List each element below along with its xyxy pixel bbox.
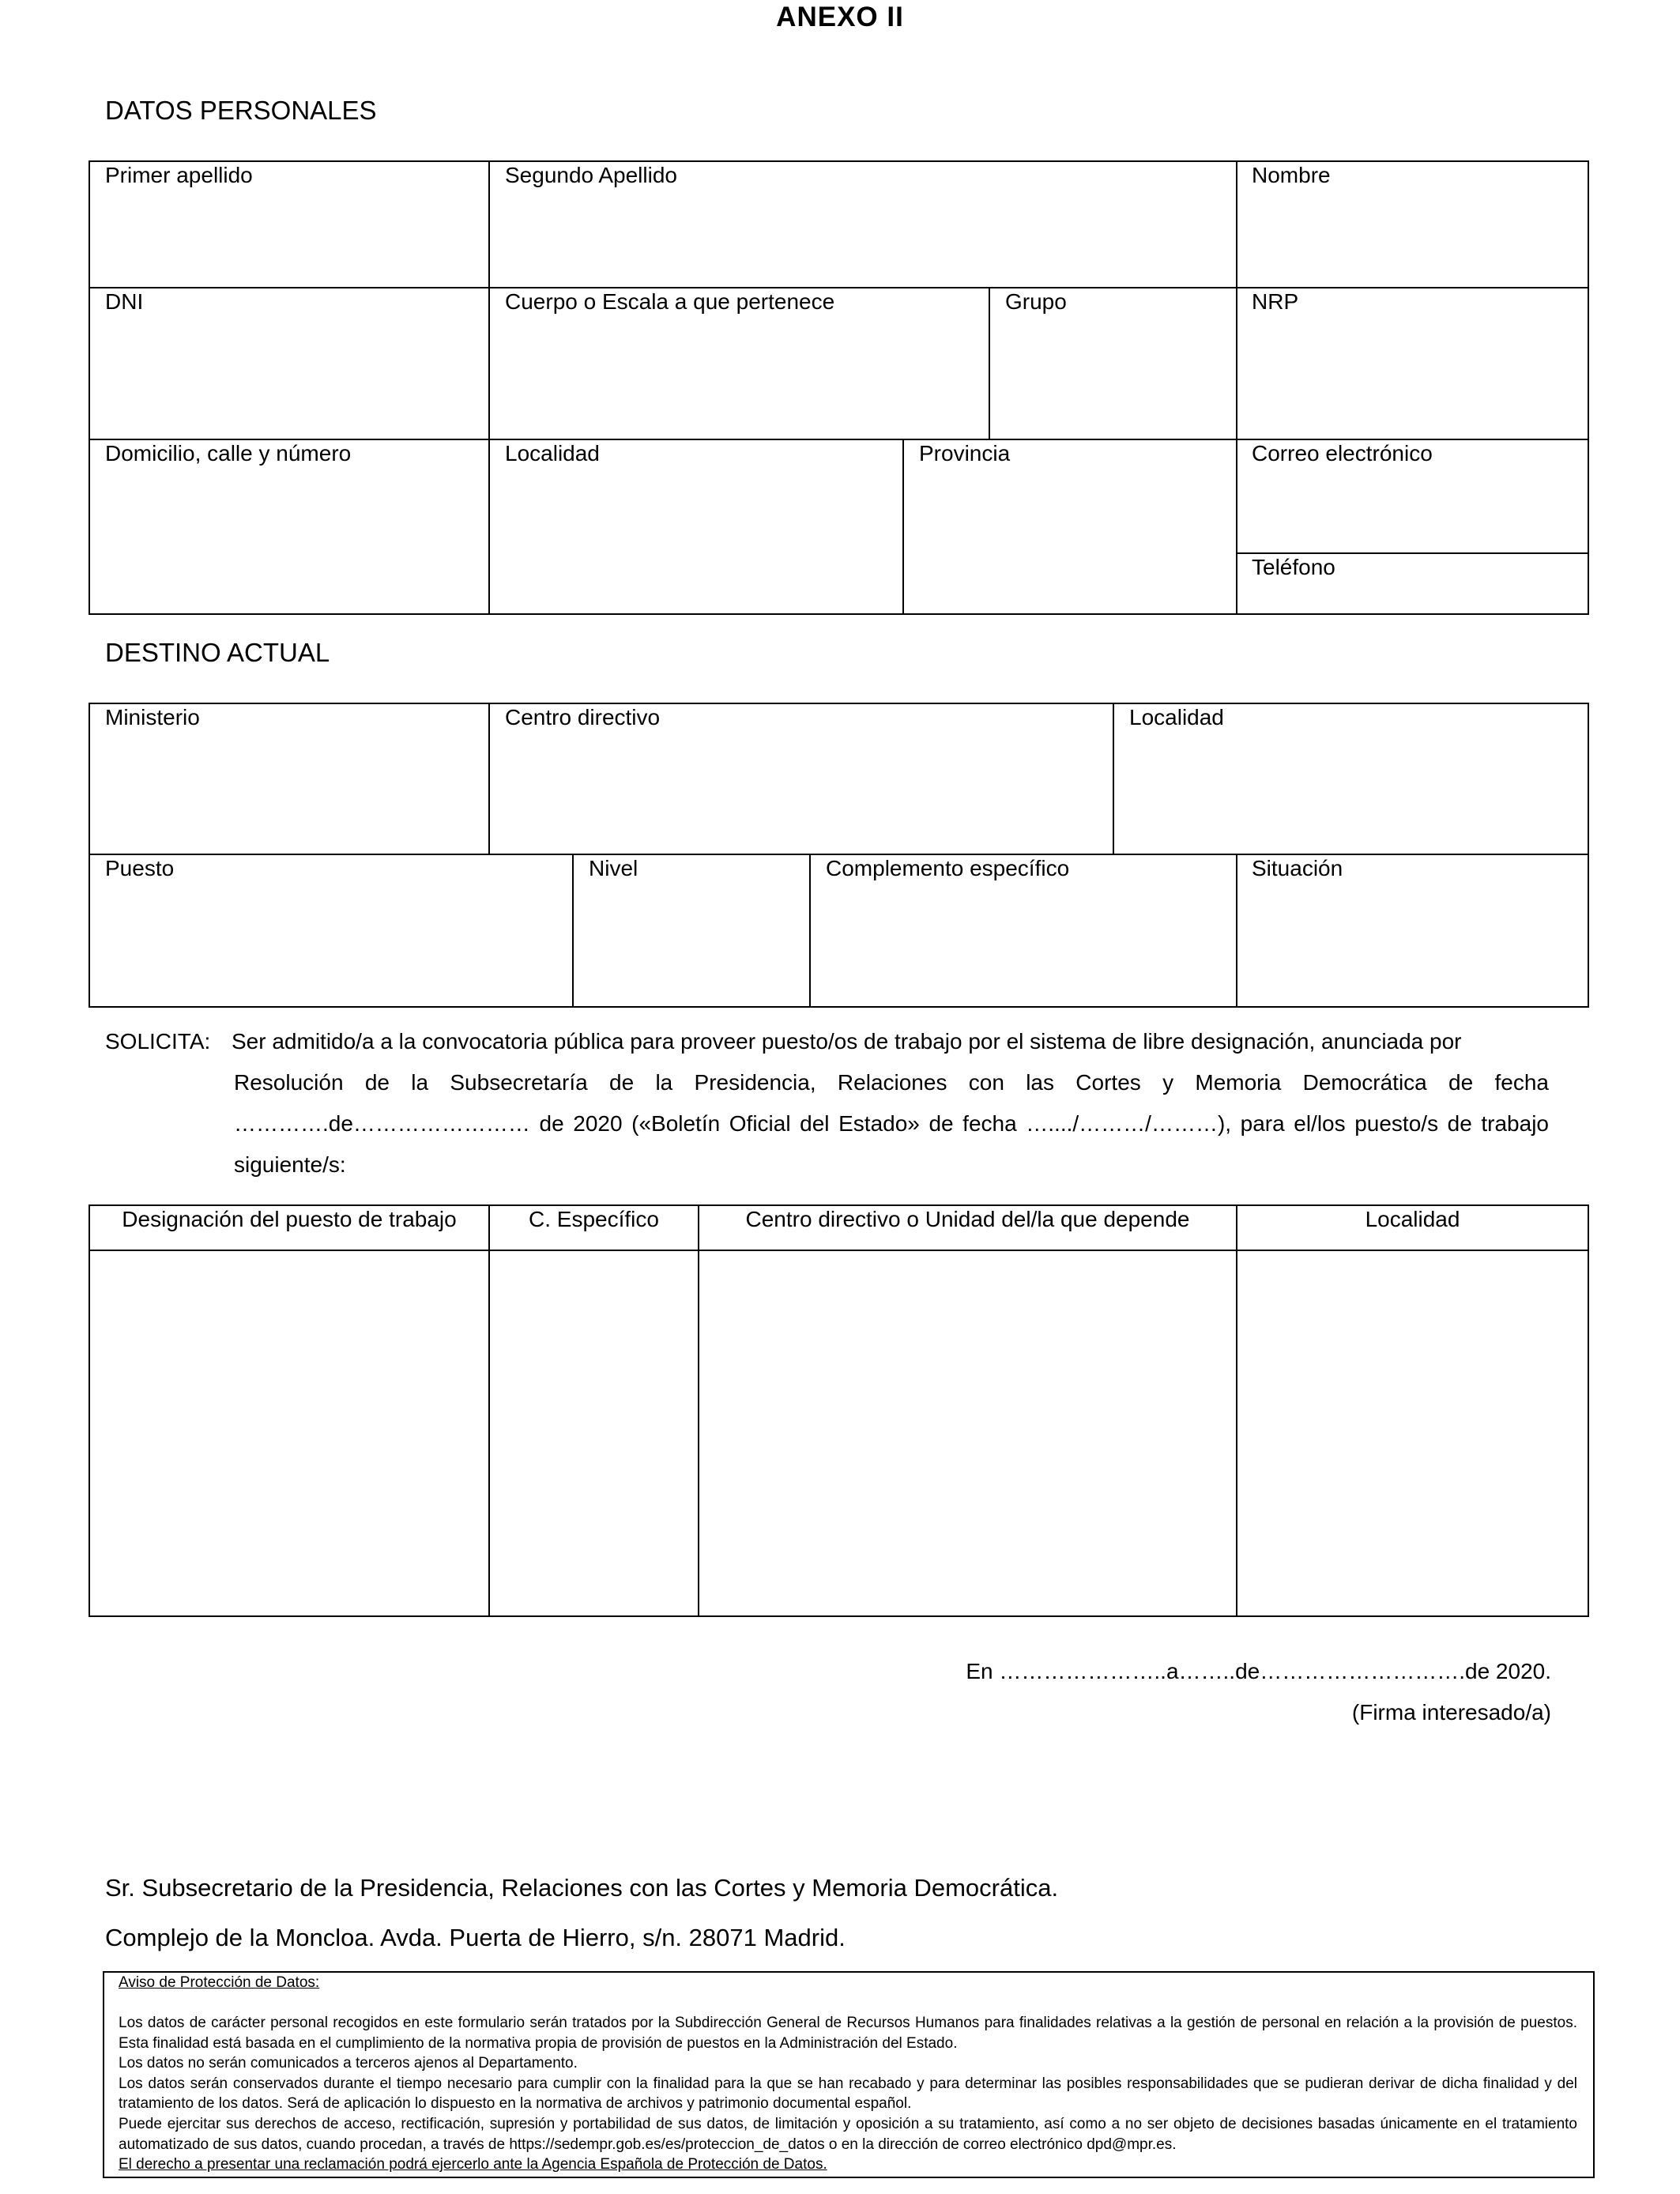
nivel-field[interactable]: Nivel: [589, 856, 638, 880]
grupo-field[interactable]: Grupo: [1005, 289, 1067, 314]
col-divider: [488, 160, 490, 615]
aviso-body: [119, 2013, 1577, 2175]
col-divider: [572, 854, 574, 1008]
c-especifico-cell[interactable]: [490, 1251, 698, 1615]
aviso-title: [119, 1973, 1577, 1993]
centro-directivo-cell[interactable]: [699, 1251, 1236, 1615]
puesto-field[interactable]: Puesto: [105, 856, 175, 880]
aviso-title-text: Aviso de Protección de Datos:: [119, 1974, 320, 1991]
telefono-field[interactable]: Teléfono: [1252, 555, 1335, 579]
cuerpo-escala-field[interactable]: Cuerpo o Escala a que pertenece: [505, 289, 835, 314]
provincia-field[interactable]: Provincia: [919, 441, 1011, 466]
aviso-paragraph: Los datos serán conservados durante el tiempo necesario para cumplir con la finalidad para la que se han recabado y para determinar las posibles responsabilidades que se pudieran derivar de dicha finalidad y del tratamiento de los datos. Será de aplicación lo dispuesto en la normativa de archivos y patrimonio documental español.: [119, 2075, 1577, 2113]
solicita-line-1: Ser admitido/a a la convocatoria pública para proveer puesto/os de trabajo por el sistema de libre designación, anunciada por: [232, 1029, 1462, 1054]
dni-field[interactable]: DNI: [105, 289, 144, 314]
localidad-field[interactable]: Localidad: [505, 441, 600, 466]
complemento-especifico-field[interactable]: Complemento específico: [826, 856, 1070, 880]
header-localidad: Localidad: [1365, 1207, 1460, 1231]
col-divider: [989, 287, 990, 439]
datos-personales-heading: DATOS PERSONALES: [105, 96, 377, 125]
aviso-reclamacion: El derecho a presentar una reclamación podrá ejercerlo ante la Agencia Española de Protección de Datos.: [119, 2156, 827, 2173]
ministerio-field[interactable]: Ministerio: [105, 705, 200, 729]
destinatario-line-2: Complejo de la Moncloa. Avda. Puerta de Hierro, s/n. 28071 Madrid.: [105, 1924, 846, 1951]
localidad-cell[interactable]: [1237, 1251, 1588, 1615]
domicilio-field[interactable]: Domicilio, calle y número: [105, 441, 352, 466]
situacion-field[interactable]: Situación: [1252, 856, 1343, 880]
destinatario-line-1: Sr. Subsecretario de la Presidencia, Relaciones con las Cortes y Memoria Democrática.: [105, 1874, 1059, 1902]
designacion-cell[interactable]: [90, 1251, 488, 1615]
header-designacion: Designación del puesto de trabajo: [122, 1207, 457, 1231]
col-divider: [1113, 703, 1114, 854]
centro-directivo-field[interactable]: Centro directivo: [505, 705, 661, 729]
solicita-body: Resolución de la Subsecretaría de la Presidencia, Relaciones con las Cortes y Memoria Democrática de fecha ………….de…………………… de 2020 («Boletín Oficial del Estado» de fecha …..../………/………), para el/los puesto/s de trabajo siguiente/s:: [234, 1070, 1549, 1177]
nombre-field[interactable]: Nombre: [1252, 163, 1331, 187]
solicita-label: SOLICITA:: [105, 1029, 211, 1054]
correo-field[interactable]: Correo electrónico: [1252, 441, 1433, 466]
col-divider: [1236, 160, 1237, 615]
segundo-apellido-field[interactable]: Segundo Apellido: [505, 163, 677, 187]
header-centro-directivo: Centro directivo o Unidad del/la que depende: [745, 1207, 1190, 1231]
firma-interesado: (Firma interesado/a): [1351, 1700, 1551, 1725]
primer-apellido-field[interactable]: Primer apellido: [105, 163, 253, 187]
col-divider: [902, 439, 904, 615]
aviso-paragraph: Puede ejercitar sus derechos de acceso, rectificación, supresión y portabilidad de sus datos, de limitación y oposición a su tratamiento, así como a no ser objeto de decisiones basadas únicamente en el tratamiento automatizado de sus datos, cuando procedan, a través de https://sedempr.gob.es/es/proteccion_de_datos o en la dirección de correo electrónico dpd@mpr.es.: [119, 2115, 1577, 2153]
col-divider: [488, 703, 490, 854]
destino-localidad-field[interactable]: Localidad: [1129, 705, 1224, 729]
row-divider: [89, 287, 1589, 288]
destino-actual-heading: DESTINO ACTUAL: [105, 638, 330, 667]
nrp-field[interactable]: NRP: [1252, 289, 1299, 314]
aviso-paragraph: Los datos de carácter personal recogidos en este formulario serán tratados por la Subdirección General de Recursos Humanos para finalidades relativas a la gestión de personal en relación a la provisión de puestos. Esta finalidad está basada en el cumplimiento de la normativa propia de provisión de puestos en la Administración del Estado.: [119, 2015, 1577, 2052]
datos-personales-table: [89, 160, 1589, 615]
lugar-fecha: En …………………..a……..de……………………….de 2020.: [966, 1659, 1551, 1683]
document-title: ANEXO II: [776, 2, 904, 32]
col-divider: [1236, 854, 1237, 1008]
header-c-especifico: C. Específico: [529, 1207, 659, 1231]
aviso-paragraph: Los datos no serán comunicados a terceros ajenos al Departamento.: [119, 2055, 578, 2072]
col-divider: [809, 854, 811, 1008]
